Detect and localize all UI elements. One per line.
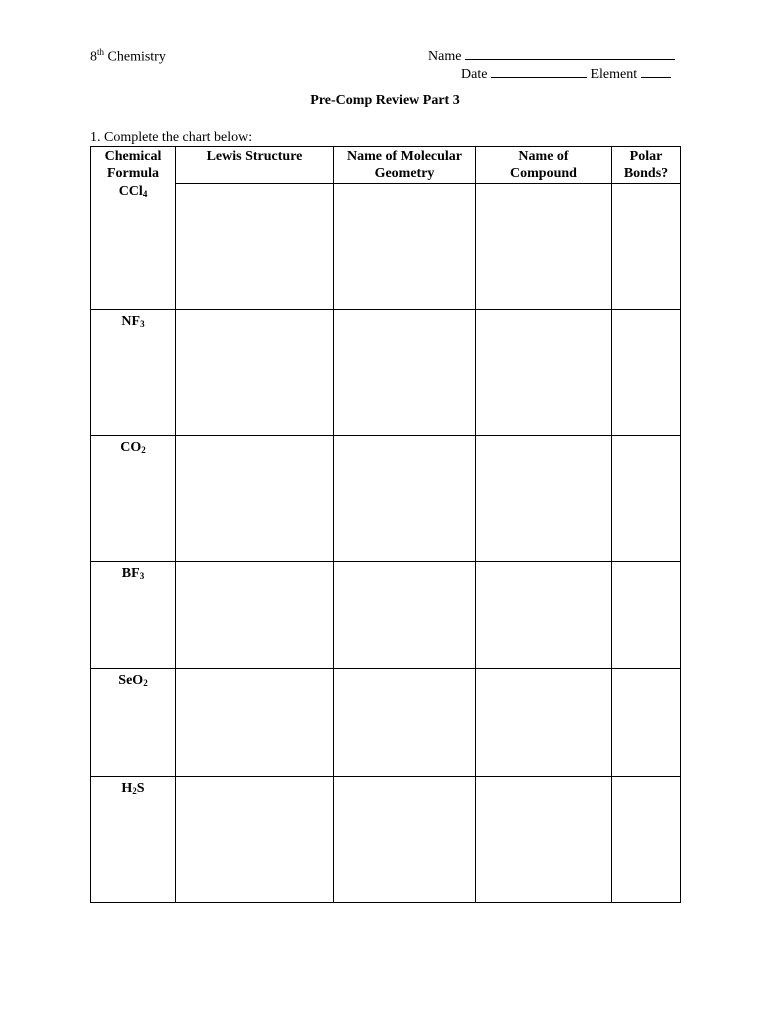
polar-bonds-cell[interactable] — [612, 669, 681, 777]
formula-cell: CCl$_4$ — [91, 184, 176, 310]
header-polar-bonds: Polar Bonds? — [612, 147, 681, 184]
header-lewis-structure: Lewis Structure — [176, 147, 334, 184]
table-row — [91, 310, 681, 436]
element-label: Element — [590, 67, 638, 82]
formula-cell: $NF_3$ — [91, 310, 176, 436]
name-label: Name — [428, 49, 462, 64]
formula-cell: $CO_2$ — [91, 436, 176, 562]
table-row — [91, 184, 681, 310]
page-title: Pre-Comp Review Part 3 — [310, 93, 460, 108]
date-blank[interactable] — [491, 65, 587, 78]
geometry-cell[interactable] — [334, 562, 476, 669]
polar-bonds-cell[interactable] — [612, 436, 681, 562]
name-blank[interactable] — [465, 47, 675, 60]
table-row — [91, 562, 681, 669]
header-compound-name: Name of Compound — [476, 147, 612, 184]
date-element-line — [461, 65, 671, 83]
lewis-structure-cell[interactable] — [176, 310, 334, 436]
instruction-text: 1. Complete the chart below: — [90, 130, 253, 145]
compound-name-cell[interactable] — [476, 184, 612, 310]
course-label: 8th Chemistry — [90, 47, 166, 65]
geometry-cell[interactable] — [334, 184, 476, 310]
polar-bonds-cell[interactable] — [612, 777, 681, 903]
header-chemical-formula: Chemical Formula — [91, 147, 176, 184]
geometry-cell[interactable] — [334, 777, 476, 903]
formula-cell: SeO$_2$ — [91, 669, 176, 777]
element-blank[interactable] — [641, 65, 671, 78]
lewis-structure-cell[interactable] — [176, 184, 334, 310]
formula-cell: $H_2S$ — [91, 777, 176, 903]
name-field[interactable] — [428, 47, 675, 65]
table-row — [91, 777, 681, 903]
compound-name-cell[interactable] — [476, 310, 612, 436]
formula-cell: $BF_3$ — [91, 562, 176, 669]
polar-bonds-cell[interactable] — [612, 310, 681, 436]
lewis-structure-cell[interactable] — [176, 669, 334, 777]
lewis-structure-cell[interactable] — [176, 777, 334, 903]
lewis-structure-cell[interactable] — [176, 436, 334, 562]
polar-bonds-cell[interactable] — [612, 184, 681, 310]
compound-name-cell[interactable] — [476, 562, 612, 669]
compound-name-cell[interactable] — [476, 436, 612, 562]
compound-name-cell[interactable] — [476, 777, 612, 903]
table-row — [91, 669, 681, 777]
geometry-cell[interactable] — [334, 436, 476, 562]
header-molecular-geometry: Name of Molecular Geometry — [334, 147, 476, 184]
geometry-cell[interactable] — [334, 310, 476, 436]
polar-bonds-cell[interactable] — [612, 562, 681, 669]
chart-header-row — [91, 147, 681, 184]
compound-name-cell[interactable] — [476, 669, 612, 777]
lewis-structure-cell[interactable] — [176, 562, 334, 669]
table-row — [91, 436, 681, 562]
review-chart — [90, 146, 681, 903]
geometry-cell[interactable] — [334, 669, 476, 777]
date-label: Date — [461, 67, 488, 82]
